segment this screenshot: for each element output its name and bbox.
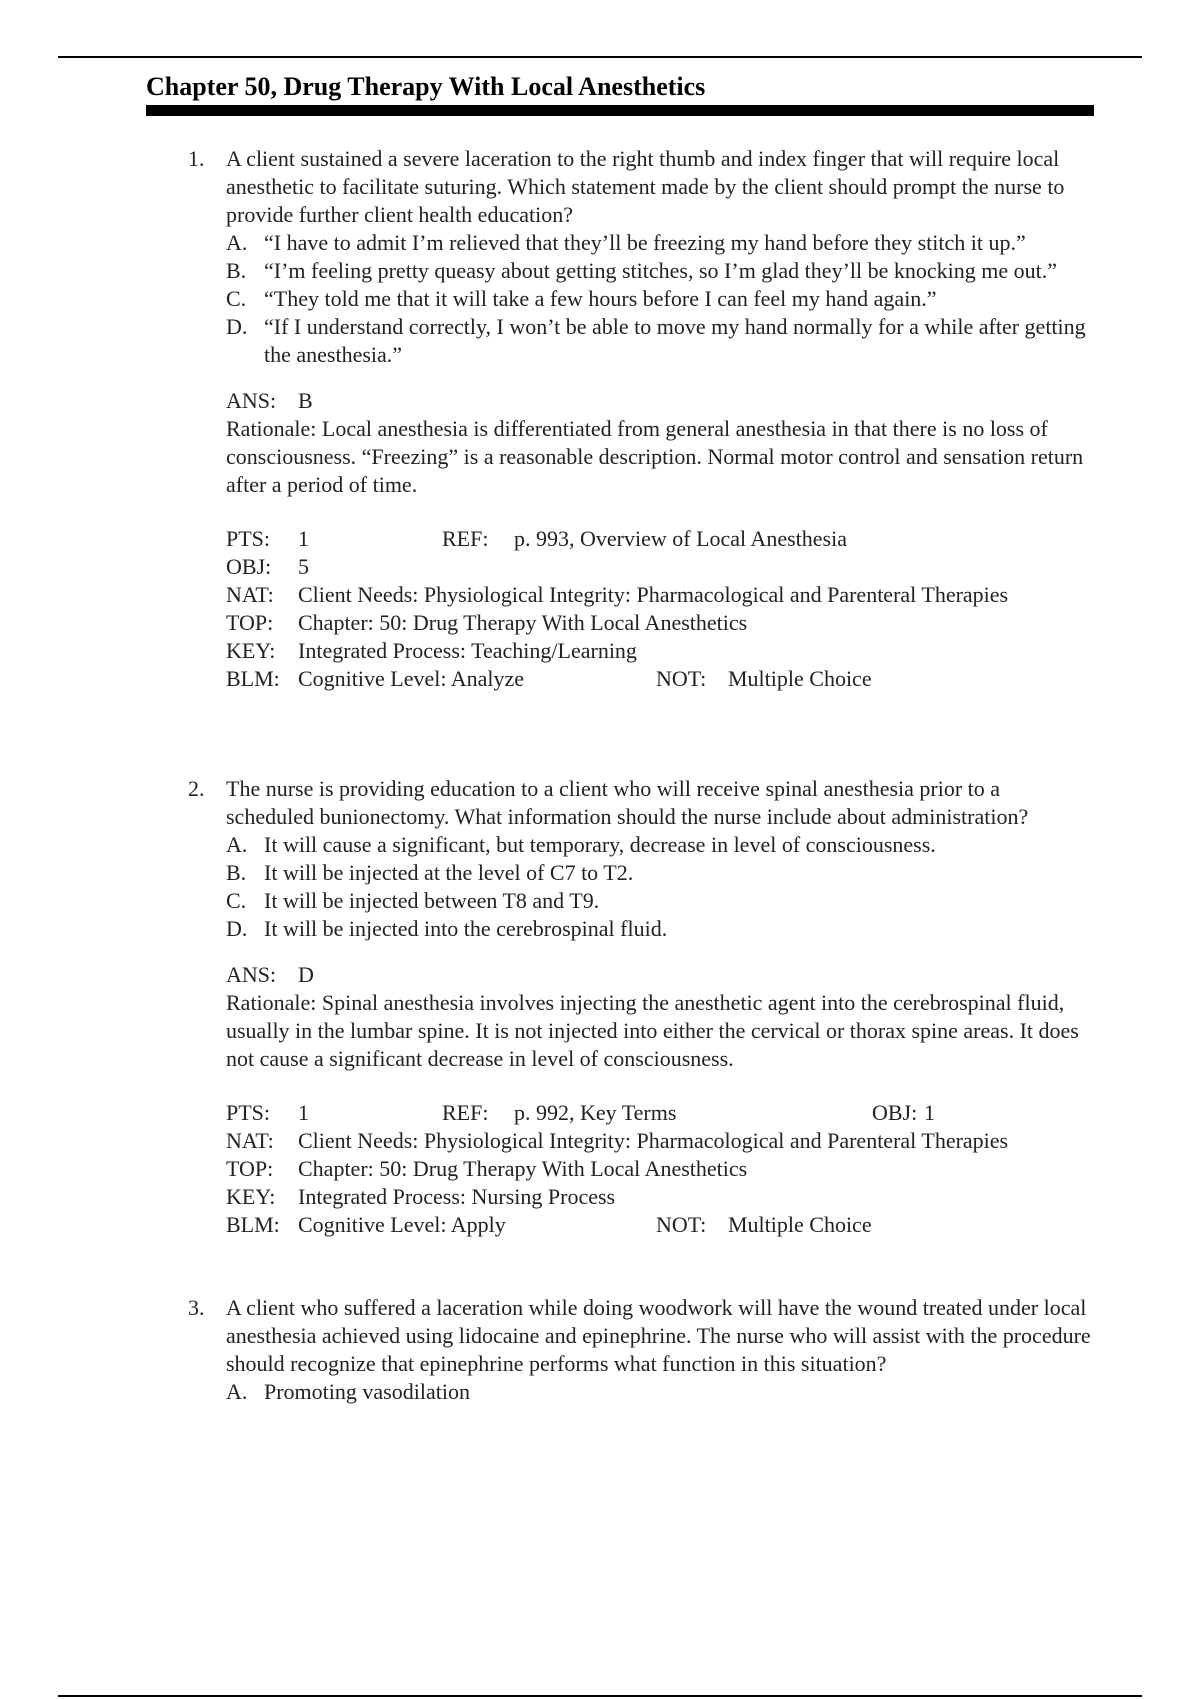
option-letter: B.	[226, 258, 247, 283]
nat-label: NAT:	[226, 582, 274, 607]
pts-label: PTS:	[226, 526, 271, 551]
question-number: 3.	[188, 1295, 205, 1320]
answer-value: D	[298, 962, 314, 987]
obj-label: OBJ:	[226, 554, 272, 579]
obj-label: OBJ:	[872, 1100, 918, 1125]
key-label: KEY:	[226, 638, 276, 663]
meta-row-key	[226, 1183, 1093, 1211]
pts-label: PTS:	[226, 1100, 271, 1125]
key-value: Integrated Process: Teaching/Learning	[298, 638, 637, 663]
option-c	[226, 887, 1093, 915]
meta-row-blm	[226, 1211, 1093, 1239]
meta-row-top	[226, 609, 1093, 637]
blm-label: BLM:	[226, 666, 280, 691]
option-a	[226, 831, 1093, 859]
answer-line	[226, 387, 1093, 415]
option-text: “They told me that it will take a few hours before I can feel my hand again.”	[264, 286, 937, 311]
not-label: NOT:	[656, 666, 707, 691]
option-letter: D.	[226, 916, 248, 941]
answer-options	[226, 229, 1093, 369]
obj-value: 5	[298, 554, 309, 579]
option-letter: C.	[226, 286, 247, 311]
option-text: “If I understand correctly, I won’t be able to move my hand normally for a while after getting the anesthesia.”	[264, 314, 1086, 367]
answer-line	[226, 961, 1093, 989]
question-metadata	[226, 1099, 1093, 1239]
nat-value: Client Needs: Physiological Integrity: Pharmacological and Parenteral Therapies	[298, 1128, 1009, 1153]
answer-block	[226, 387, 1093, 499]
option-text: It will be injected into the cerebrospinal fluid.	[264, 916, 668, 941]
ref-label: REF:	[442, 1100, 489, 1125]
nat-value: Client Needs: Physiological Integrity: Pharmacological and Parenteral Therapies	[298, 582, 1009, 607]
question-stem: A client sustained a severe laceration to the right thumb and index finger that will require local anesthetic to facilitate suturing. Which statement made by the client should prompt the nurse to provide further client health education?	[226, 146, 1065, 227]
ref-value: p. 992, Key Terms	[514, 1100, 677, 1125]
meta-row-nat	[226, 1127, 1093, 1155]
option-letter: C.	[226, 888, 247, 913]
meta-row-obj	[226, 553, 1093, 581]
question-number: 2.	[188, 776, 205, 801]
option-text: It will be injected at the level of C7 to T2.	[264, 860, 634, 885]
nat-label: NAT:	[226, 1128, 274, 1153]
ref-label: REF:	[442, 526, 489, 551]
answer-options	[226, 831, 1093, 943]
meta-row-pts	[226, 1099, 1093, 1127]
meta-row-nat	[226, 581, 1093, 609]
rationale: Rationale: Local anesthesia is differentiated from general anesthesia in that there is no loss of consciousness. “Freezing” is a reasonable description. Normal motor control and sensation return after a period of time.	[226, 416, 1084, 497]
question-stem: The nurse is providing education to a client who will receive spinal anesthesia prior to a scheduled bunionectomy. What information should the nurse include about administration?	[226, 776, 1029, 829]
pts-value: 1	[298, 1100, 309, 1125]
option-letter: A.	[226, 832, 248, 857]
key-label: KEY:	[226, 1184, 276, 1209]
ref-value: p. 993, Overview of Local Anesthesia	[514, 526, 847, 551]
option-letter: D.	[226, 314, 248, 339]
title-underline-bar	[146, 105, 1094, 116]
option-letter: B.	[226, 860, 247, 885]
bottom-rule	[58, 1695, 1142, 1697]
option-letter: A.	[226, 230, 248, 255]
option-text: It will cause a significant, but temporary, decrease in level of consciousness.	[264, 832, 936, 857]
question-1	[188, 145, 1093, 693]
blm-value: Cognitive Level: Analyze	[298, 666, 525, 691]
option-text: It will be injected between T8 and T9.	[264, 888, 600, 913]
chapter-title: Chapter 50, Drug Therapy With Local Anesthetics	[146, 72, 706, 101]
question-number: 1.	[188, 146, 205, 171]
option-letter: A.	[226, 1379, 248, 1404]
meta-row-key	[226, 637, 1093, 665]
answer-value: B	[298, 388, 313, 413]
top-value: Chapter: 50: Drug Therapy With Local Anesthetics	[298, 610, 748, 635]
answer-block	[226, 961, 1093, 1073]
option-c	[226, 285, 1093, 313]
top-value: Chapter: 50: Drug Therapy With Local Anesthetics	[298, 1156, 748, 1181]
not-value: Multiple Choice	[728, 1212, 872, 1237]
option-a	[226, 1378, 1093, 1406]
not-value: Multiple Choice	[728, 666, 872, 691]
blm-value: Cognitive Level: Apply	[298, 1212, 506, 1237]
meta-row-blm	[226, 665, 1093, 693]
pts-value: 1	[298, 526, 309, 551]
option-text: Promoting vasodilation	[264, 1379, 470, 1404]
question-stem: A client who suffered a laceration while doing woodwork will have the wound treated under local anesthesia achieved using lidocaine and epinephrine. The nurse who will assist with the procedure should recognize that epinephrine performs what function in this situation?	[226, 1295, 1091, 1376]
option-b	[226, 257, 1093, 285]
option-text: “I have to admit I’m relieved that they’ll be freezing my hand before they stitch it up.”	[264, 230, 1026, 255]
not-label: NOT:	[656, 1212, 707, 1237]
top-label: TOP:	[226, 1156, 274, 1181]
top-rule	[58, 56, 1142, 58]
option-d	[226, 313, 1093, 369]
answer-options	[226, 1378, 1093, 1406]
blm-label: BLM:	[226, 1212, 280, 1237]
top-label: TOP:	[226, 610, 274, 635]
answer-label: ANS:	[226, 962, 277, 987]
option-text: “I’m feeling pretty queasy about getting stitches, so I’m glad they’ll be knocking me out.”	[264, 258, 1058, 283]
meta-row-pts	[226, 525, 1093, 553]
question-2	[188, 775, 1093, 1239]
question-3	[188, 1294, 1093, 1406]
question-metadata	[226, 525, 1093, 693]
option-d	[226, 915, 1093, 943]
meta-row-top	[226, 1155, 1093, 1183]
option-a	[226, 229, 1093, 257]
key-value: Integrated Process: Nursing Process	[298, 1184, 616, 1209]
option-b	[226, 859, 1093, 887]
obj-value: 1	[924, 1100, 935, 1125]
answer-label: ANS:	[226, 388, 277, 413]
rationale: Rationale: Spinal anesthesia involves injecting the anesthetic agent into the cerebrospinal fluid, usually in the lumbar spine. It is not injected into either the cervical or thorax spine areas. It does not cause a significant decrease in level of consciousness.	[226, 990, 1079, 1071]
